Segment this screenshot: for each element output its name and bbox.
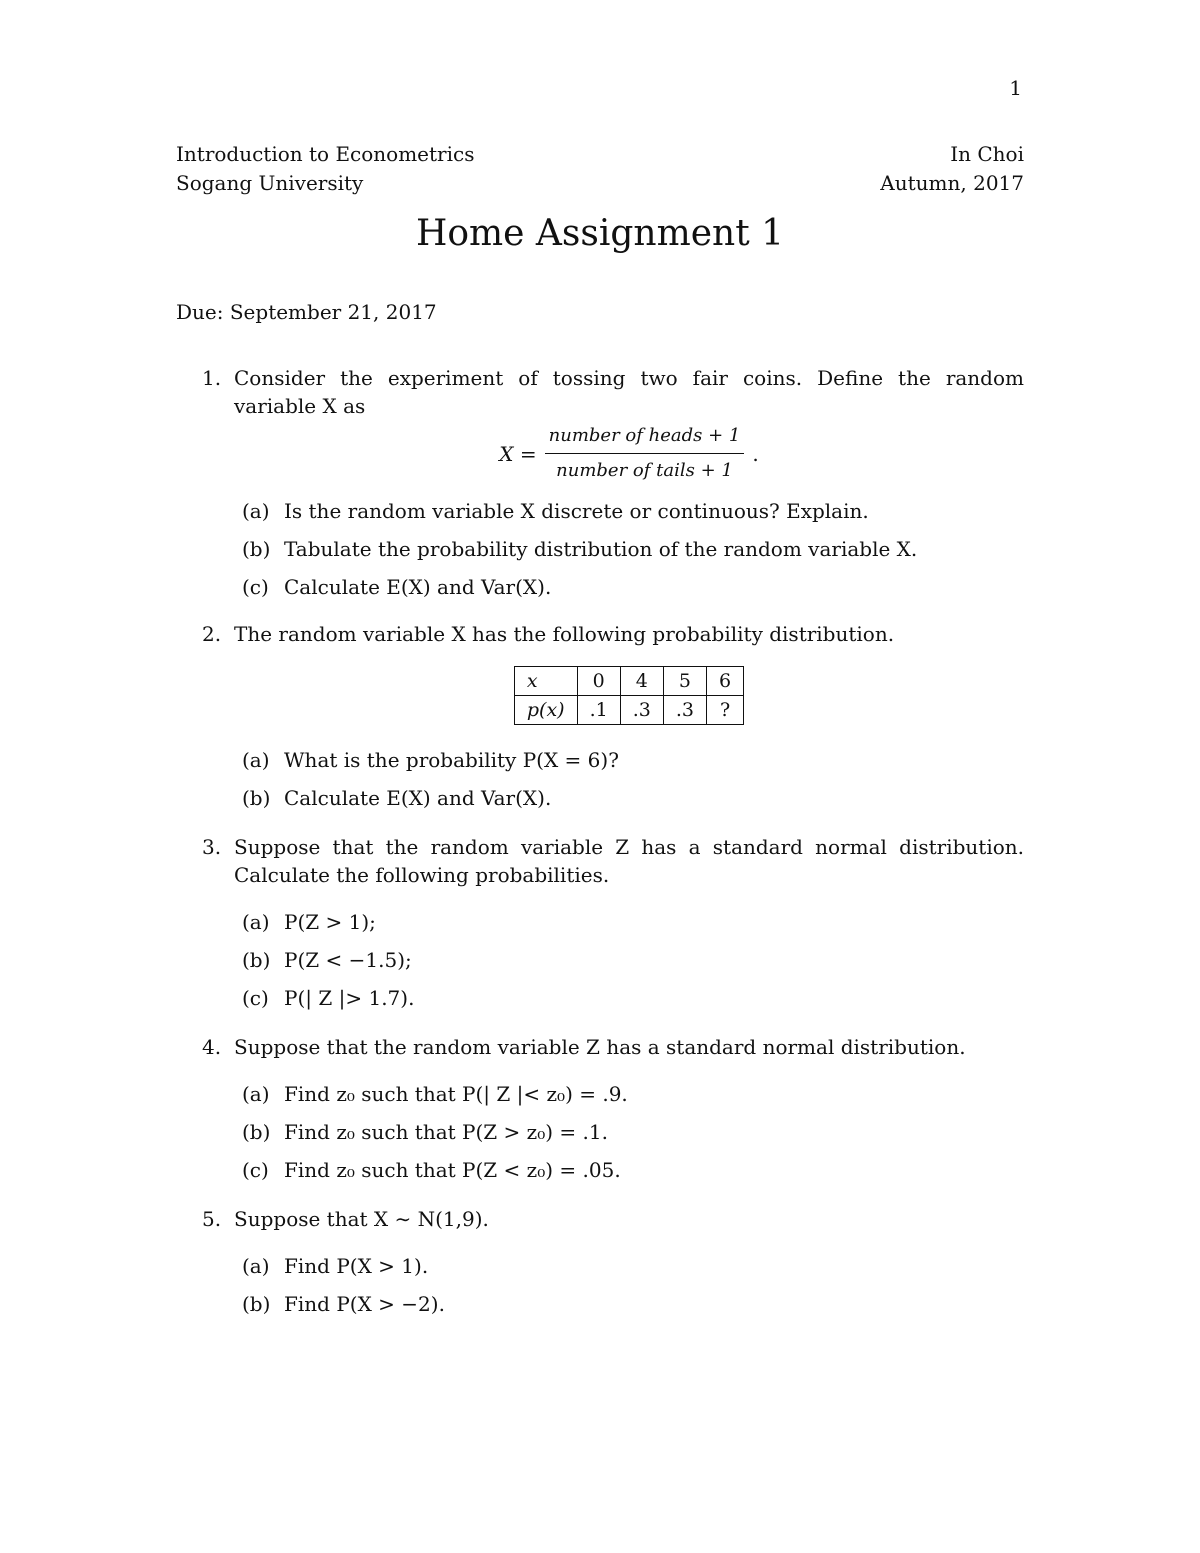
table-cell: .1 [577, 696, 620, 725]
university-name: Sogang University [176, 171, 364, 195]
sub-question-label: (b) [242, 1292, 271, 1316]
sub-question [242, 492, 1024, 530]
sub-question-label: (c) [242, 575, 269, 599]
sub-question-label: (b) [242, 537, 271, 561]
sub-question [242, 1285, 1024, 1323]
sub-question [242, 779, 1024, 817]
term: Autumn, 2017 [880, 171, 1024, 195]
sub-question-text: Find z₀ such that P(Z < z₀) = .05. [284, 1158, 621, 1182]
sub-question-label: (b) [242, 1120, 271, 1144]
problem-number: 1. [202, 366, 222, 390]
fraction-denominator: number of tails + 1 [556, 460, 733, 481]
sub-question [242, 741, 1024, 779]
table-cell: 0 [577, 667, 620, 696]
formula-lhs: X = [499, 441, 537, 466]
formula-wrap [499, 422, 758, 485]
sub-question-label: (a) [242, 910, 270, 934]
sub-question [242, 941, 1024, 979]
table-cell: x [514, 667, 577, 696]
course-name: Introduction to Econometrics [176, 142, 475, 166]
sub-question-text: Find P(X > 1). [284, 1254, 429, 1278]
sub-question-label: (b) [242, 948, 271, 972]
sub-question-text: Is the random variable X discrete or continuous? Explain. [284, 499, 869, 523]
sub-question-label: (a) [242, 748, 270, 772]
sub-question [242, 1113, 1024, 1151]
sub-question-label: (a) [242, 499, 270, 523]
header-right [880, 140, 1024, 198]
problem-text: Suppose that the random variable Z has a standard normal distribution. [234, 1035, 966, 1059]
problem-list [176, 364, 1024, 1323]
problem-number: 3. [202, 835, 222, 859]
header-left [176, 140, 474, 198]
sub-question [242, 903, 1024, 941]
sub-question-list [234, 492, 1024, 606]
sub-question-label: (a) [242, 1082, 270, 1106]
sub-question-list [234, 1075, 1024, 1189]
table-cell: 6 [707, 667, 744, 696]
sub-question-label: (a) [242, 1254, 270, 1278]
sub-question-text: Find P(X > −2). [284, 1292, 445, 1316]
sub-question-label: (c) [242, 986, 269, 1010]
problem-text: Suppose that X ∼ N(1,9). [234, 1207, 489, 1231]
problem-text: The random variable X has the following probability distribution. [234, 622, 895, 646]
sub-question [242, 568, 1024, 606]
sub-question [242, 530, 1024, 568]
sub-question [242, 1151, 1024, 1189]
formula [234, 422, 1024, 482]
sub-question-text: Calculate E(X) and Var(X). [284, 575, 552, 599]
problem-number: 4. [202, 1035, 222, 1059]
table-row [514, 667, 743, 696]
sub-question-text: P(Z > 1); [284, 910, 376, 934]
sub-question-text: Tabulate the probability distribution of the random variable X. [284, 537, 918, 561]
sub-question-text: Find z₀ such that P(| Z |< z₀) = .9. [284, 1082, 628, 1106]
sub-question-text: Find z₀ such that P(Z > z₀) = .1. [284, 1120, 608, 1144]
table-cell: 5 [663, 667, 706, 696]
table-cell: 4 [620, 667, 663, 696]
problem-text: Consider the experiment of tossing two fair coins. Define the random variable X as [234, 366, 1024, 418]
due-date: Due: September 21, 2017 [176, 300, 437, 324]
sub-question-list [234, 903, 1024, 1017]
table-cell: .3 [663, 696, 706, 725]
sub-question-list [234, 1247, 1024, 1323]
fraction [545, 422, 745, 485]
formula-trail: . [752, 441, 759, 466]
problem-number: 2. [202, 622, 222, 646]
sub-question [242, 1247, 1024, 1285]
sub-question-text: What is the probability P(X = 6)? [284, 748, 619, 772]
document-header [176, 140, 1024, 198]
sub-question-list [234, 741, 1024, 817]
problem-4 [176, 1033, 1024, 1189]
problem-2 [176, 620, 1024, 817]
sub-question-text: P(Z < −1.5); [284, 948, 412, 972]
problem-number: 5. [202, 1207, 222, 1231]
problem-3 [176, 833, 1024, 1017]
table-row [514, 696, 743, 725]
fraction-numerator: number of heads + 1 [545, 422, 745, 454]
problem-1 [176, 364, 1024, 606]
sub-question-text: Calculate E(X) and Var(X). [284, 786, 552, 810]
instructor-name: In Choi [950, 142, 1024, 166]
table-cell: .3 [620, 696, 663, 725]
table-cell: ? [707, 696, 744, 725]
sub-question [242, 1075, 1024, 1113]
probability-table [514, 666, 744, 725]
page-number: 1 [1009, 76, 1022, 100]
table-cell: p(x) [514, 696, 577, 725]
sub-question [242, 979, 1024, 1017]
sub-question-text: P(| Z |> 1.7). [284, 986, 415, 1010]
sub-question-label: (b) [242, 786, 271, 810]
problem-5 [176, 1205, 1024, 1323]
problem-text: Suppose that the random variable Z has a standard normal distribution. Calculate the following probabilities. [234, 835, 1024, 887]
sub-question-label: (c) [242, 1158, 269, 1182]
page-title: Home Assignment 1 [415, 213, 785, 254]
